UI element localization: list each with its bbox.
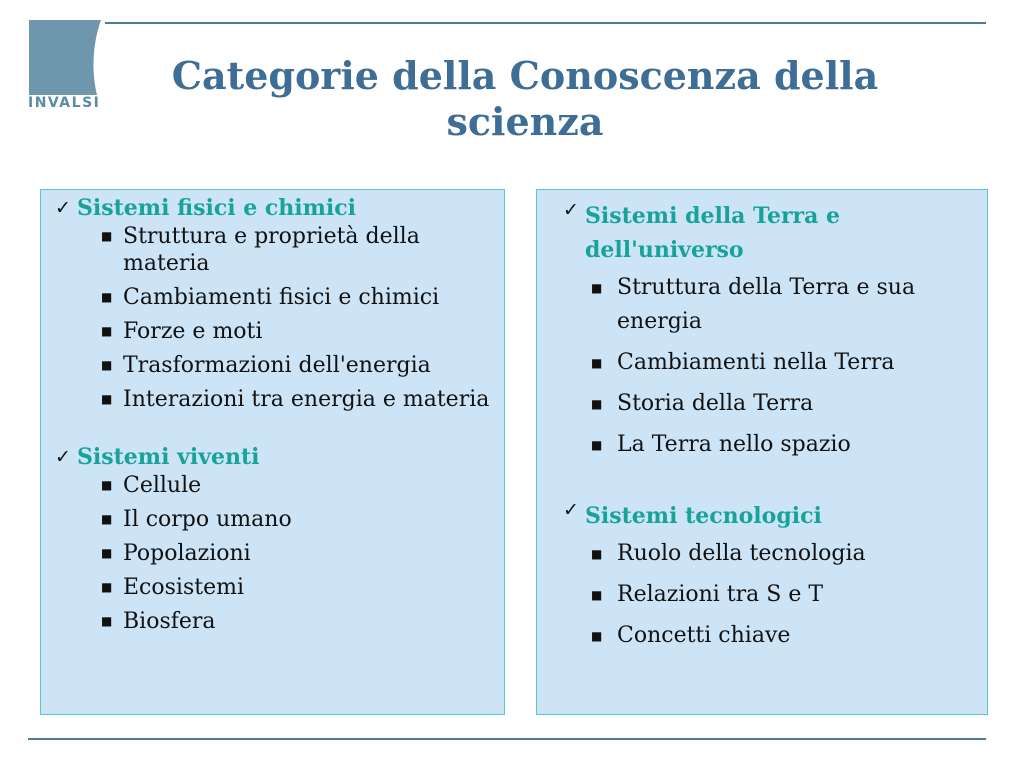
invalsi-logo bbox=[27, 20, 107, 120]
category-label: Sistemi viventi bbox=[77, 444, 260, 470]
category-heading bbox=[41, 442, 504, 472]
square-bullet-icon: ■ bbox=[591, 281, 603, 295]
list-item-text: Relazioni tra S e T bbox=[617, 582, 824, 607]
square-bullet-icon: ■ bbox=[101, 290, 113, 304]
square-bullet-icon: ■ bbox=[591, 356, 603, 370]
square-bullet-icon: ■ bbox=[591, 629, 603, 643]
list-item-text: Cambiamenti nella Terra bbox=[617, 350, 895, 375]
category-heading bbox=[41, 193, 504, 223]
category-label: Sistemi tecnologici bbox=[585, 503, 822, 529]
list-item bbox=[537, 578, 987, 612]
list-item-text: Struttura della Terra e sua energia bbox=[617, 275, 916, 334]
square-bullet-icon: ■ bbox=[591, 438, 603, 452]
square-bullet-icon: ■ bbox=[101, 358, 113, 372]
list-item bbox=[41, 574, 504, 601]
list-item bbox=[537, 619, 987, 653]
list-item bbox=[41, 472, 504, 499]
list-item-text: Storia della Terra bbox=[617, 391, 814, 416]
list-item bbox=[41, 318, 504, 345]
spacer bbox=[41, 420, 504, 442]
list-item-text: Concetti chiave bbox=[617, 623, 791, 648]
list-item-text: Ecosistemi bbox=[123, 575, 244, 600]
list-item-text: La Terra nello spazio bbox=[617, 432, 851, 457]
check-icon: ✓ bbox=[563, 499, 579, 521]
category-list bbox=[41, 223, 504, 413]
list-item bbox=[537, 537, 987, 571]
square-bullet-icon: ■ bbox=[591, 547, 603, 561]
list-item bbox=[537, 346, 987, 380]
square-bullet-icon: ■ bbox=[101, 614, 113, 628]
square-bullet-icon: ■ bbox=[101, 512, 113, 526]
category-label: Sistemi della Terra e dell'universo bbox=[585, 203, 841, 263]
list-item-text: Il corpo umano bbox=[123, 507, 292, 532]
square-bullet-icon: ■ bbox=[101, 392, 113, 406]
list-item bbox=[41, 506, 504, 533]
page-title: Categorie della Conoscenza della scienza bbox=[171, 53, 879, 144]
category-heading bbox=[537, 499, 987, 533]
list-item bbox=[41, 352, 504, 379]
bottom-divider bbox=[28, 738, 986, 740]
list-item bbox=[41, 386, 504, 413]
right-panel bbox=[536, 189, 988, 715]
invalsi-logo-mark bbox=[27, 20, 105, 95]
check-icon: ✓ bbox=[55, 197, 71, 219]
list-item-text: Cellule bbox=[123, 473, 202, 498]
check-icon: ✓ bbox=[563, 199, 579, 221]
category-list bbox=[537, 271, 987, 462]
square-bullet-icon: ■ bbox=[101, 324, 113, 338]
list-item-text: Interazioni tra energia e materia bbox=[123, 387, 490, 412]
spacer bbox=[537, 469, 987, 499]
list-item-text: Forze e moti bbox=[123, 319, 263, 344]
list-item bbox=[537, 271, 987, 339]
category-list bbox=[41, 472, 504, 635]
category-list bbox=[537, 537, 987, 653]
list-item bbox=[537, 428, 987, 462]
list-item bbox=[41, 608, 504, 635]
list-item bbox=[41, 540, 504, 567]
list-item bbox=[537, 387, 987, 421]
category-heading bbox=[537, 199, 987, 267]
square-bullet-icon: ■ bbox=[101, 546, 113, 560]
square-bullet-icon: ■ bbox=[101, 580, 113, 594]
list-item-text: Ruolo della tecnologia bbox=[617, 541, 866, 566]
check-icon: ✓ bbox=[55, 446, 71, 468]
list-item-text: Struttura e proprietà della materia bbox=[123, 224, 420, 276]
top-divider bbox=[105, 22, 986, 24]
list-item-text: Cambiamenti fisici e chimici bbox=[123, 285, 440, 310]
list-item bbox=[41, 284, 504, 311]
square-bullet-icon: ■ bbox=[591, 588, 603, 602]
square-bullet-icon: ■ bbox=[101, 478, 113, 492]
square-bullet-icon: ■ bbox=[591, 397, 603, 411]
left-panel bbox=[40, 189, 505, 715]
list-item-text: Biosfera bbox=[123, 609, 216, 634]
list-item-text: Trasformazioni dell'energia bbox=[123, 353, 431, 378]
list-item bbox=[41, 223, 504, 277]
square-bullet-icon: ■ bbox=[101, 229, 113, 243]
category-label: Sistemi fisici e chimici bbox=[77, 195, 357, 221]
logo-text: INVALSI bbox=[28, 95, 101, 111]
list-item-text: Popolazioni bbox=[123, 541, 251, 566]
